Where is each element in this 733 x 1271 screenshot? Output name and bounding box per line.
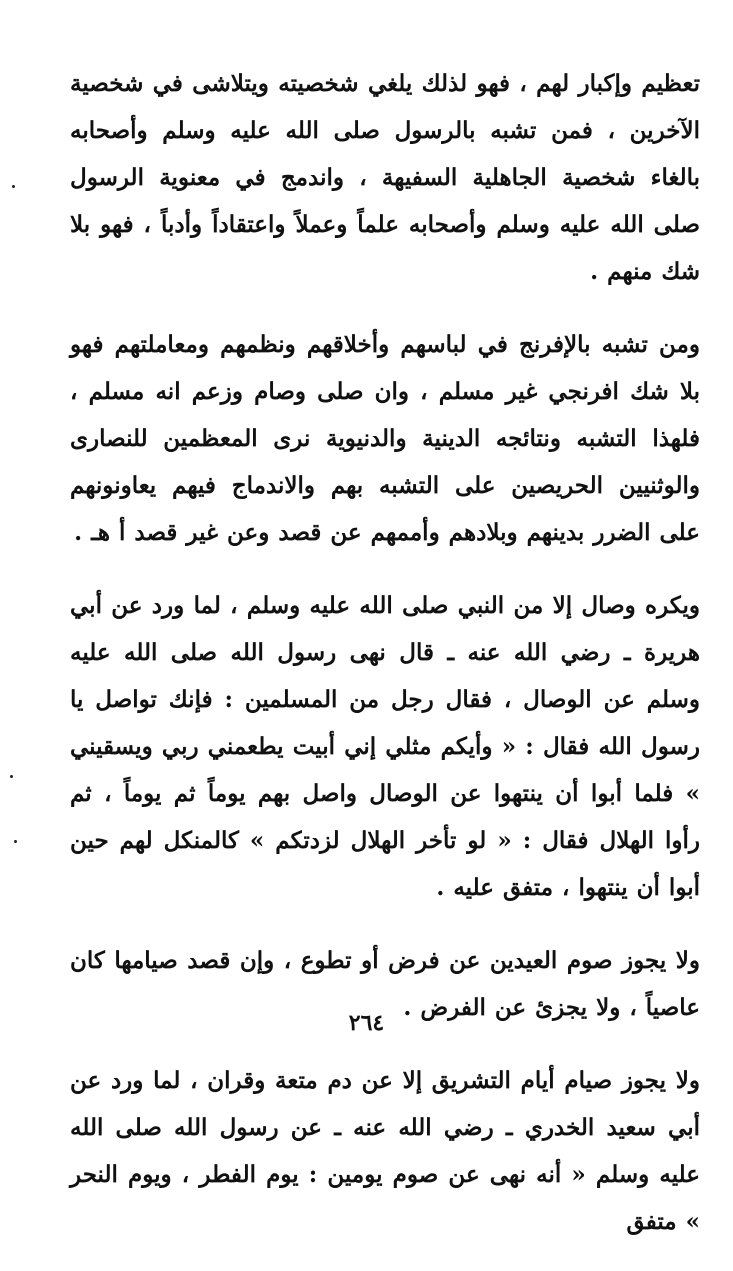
paragraph-1: تعظيم وإكبار لهم ، فهو لذلك يلغي شخصيته ويتلاشى في شخصية الآخرين ، فمن تشبه بالرسول صلى الله عليه وسلم وأصحابه بالغاء شخصية الجاهلية السفيهة ، واندمج في معنوية الرسول صلى الله عليه وسلم وأصحابه علماً وعملاً واعتقاداً وأدباً ، فهو بلا شك منهم . [70,70,700,285]
scan-speck [10,775,13,778]
paragraph-2: ومن تشبه بالإفرنج في لباسهم وأخلاقهم ونظمهم ومعاملتهم فهو بلا شك افرنجي غير مسلم ، وان صلى وصام وزعم انه مسلم ، فلهذا التشبه ونتائجه الدينية والدنيوية نرى المعظمين للنصارى والوثنيين الحريصين على التشبه بهم والاندماج فيهم يعاونونهم على الضرر بدينهم وبلادهم وأممهم عن قصد وعن غير قصد أ هـ . [70,331,700,546]
book-page-body [70,60,700,1271]
scan-speck [14,840,17,843]
page-number: ٢٦٤ [348,1010,385,1036]
paragraph-3: ويكره وصال إلا من النبي صلى الله عليه وسلم ، لما ورد عن أبي هريرة ـ رضي الله عنه ـ قال نهى رسول الله صلى الله عليه وسلم عن الوصال ، فقال رجل من المسلمين : فإنك تواصل يا رسول الله فقال : « وأيكم مثلي إني أبيت يطعمني ربي ويسقيني » فلما أبوا أن ينتهوا عن الوصال واصل بهم يوماً ثم يوماً ، ثم رأوا الهلال فقال : « لو تأخر الهلال لزدتكم » كالمنكل لهم حين أبوا أن ينتهوا ، متفق عليه . [70,592,700,901]
paragraph-5: ولا يجوز صيام أيام التشريق إلا عن دم متعة وقران ، لما ورد عن أبي سعيد الخدري ـ رضي الله عنه ـ عن رسول الله صلى الله عليه وسلم « أنه نهى عن صوم يومين : يوم الفطر ، ويوم النحر » متفق [70,1067,700,1235]
scan-speck [12,185,15,188]
paragraph-4: ولا يجوز صوم العيدين عن فرض أو تطوع ، وإن قصد صيامها كان عاصياً ، ولا يجزئ عن الفرض . [70,947,700,1021]
